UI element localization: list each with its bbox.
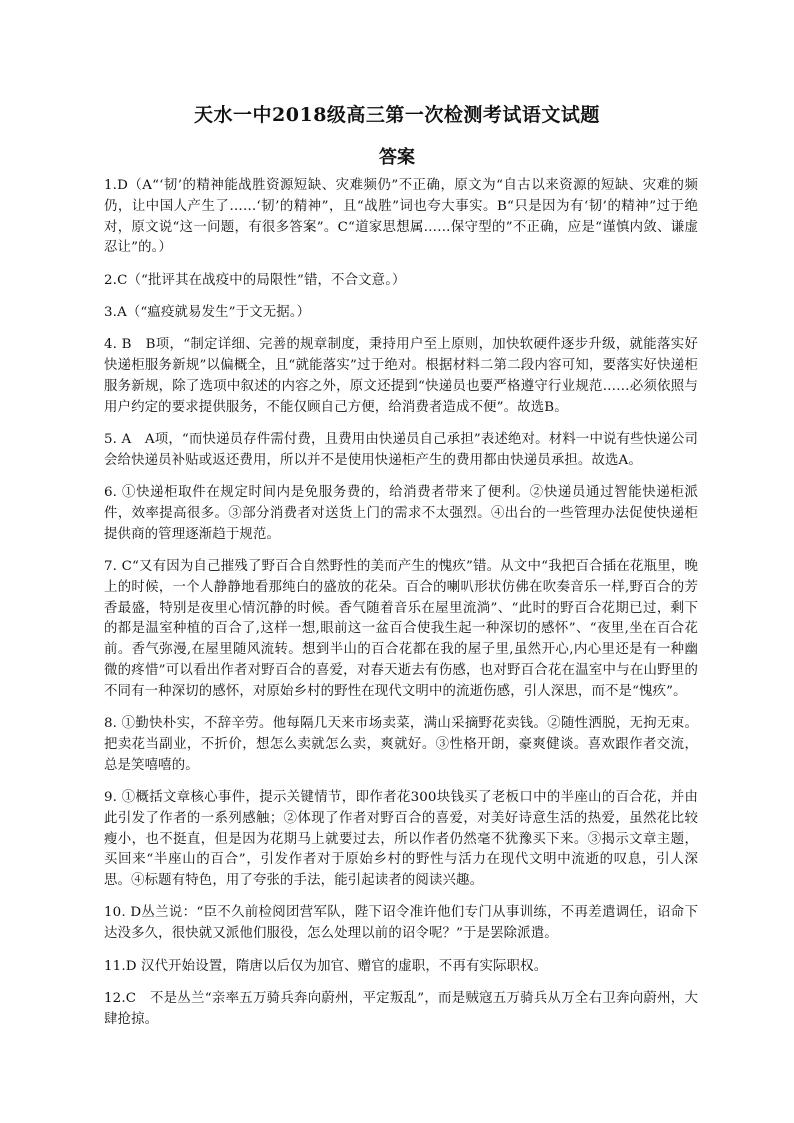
answer-item-8: 8. ①勤快朴实，不辞辛劳。他每隔几天来市场卖菜，满山采摘野花卖钱。②随性洒脱，无拘无束。把卖花当副业，不折价，想怎么卖就怎么卖，爽就好。③性格开朗，豪爽健谈。喜欢跟作者交流，总是笑嘻嘻的。: [104, 716, 698, 773]
answer-item-6: 6. ①快递柜取件在规定时间内是免服务费的，给消费者带来了便利。②快递员通过智能快递柜派件，效率提高很多。③部分消费者对送货上门的需求不太强烈。④出台的一些管理办法促使快递柜提供商的管理逐渐趋于规范。: [104, 485, 698, 542]
answer-item-9: 9. ①概括文章核心事件，提示关键情节，即作者花300块钱买了老板口中的半座山的百合花，并由此引发了作者的一系列感触；②体现了作者对野百合的喜爱，对美好诗意生活的热爱，虽然花比较瘦小，也不挺直，但是因为花期马上就要过去，所以作者仍然毫不犹豫买下来。③揭示文章主题，买回来“半座山的百合”，引发作者对于原始乡村的野性与活力在现代文明中流逝的叹息，引人深思。④标题有特色，用了夸张的手法，能引起读者的阅读兴趣。: [104, 789, 698, 889]
answer-item-5: 5. A A项，“而快递员存件需付费，且费用由快递员自己承担”表述绝对。材料一中说有些快递公司会给快递员补贴或返还费用，所以并不是使用快递柜产生的费用都由快递员承担。故选A。: [104, 431, 698, 468]
answer-item-2: 2.C（“批评其在战疫中的局限性”错，不合文意。）: [104, 272, 406, 288]
answer-item-4: 4. B B项，“制定详细、完善的规章制度，秉持用户至上原则，加快软硬件逐步升级，就能落实好快递柜服务新规”以偏概全，且“就能落实”过于绝对。根据材料二第二段内容可知，要落实好快递柜服务新规，除了选项中叙述的内容之外，原文还提到“快递员也要严格遵守行业规范……必须依照与用户约定的要求提供服务，不能仅顾自己方便，给消费者造成不便”。故选B。: [104, 337, 698, 415]
answer-item-11: 11.D 汉代开始设置，隋唐以后仅为加官、赠官的虚职，不再有实际职权。: [104, 958, 548, 974]
document-subtitle: 答案: [379, 147, 415, 168]
answers-list: [104, 176, 698, 1042]
answer-item-7: 7. C“又有因为自己摧残了野百合自然野性的美而产生的愧疚”错。从文中“我把百合插在花瓶里，晚上的时候，一个人静静地看那纯白的盛放的花朵。百合的喇叭形状仿佛在吹奏音乐一样,野百合的芳香最盛，特别是夜里心情沉静的时候。香气随着音乐在屋里流淌”、“此时的野百合花期已过，剩下的都是温室种植的百合了,这样一想,眼前这一盆百合使我生起一种深切的感怀”、“夜里,坐在百合花前。香气弥漫,在屋里随风流转。想到半山的百合花都在我的屋子里,虽然开心,内心里还是有一种幽微的疼惜”可以看出作者对野百合的喜爱，对春天逝去有伤感，也对野百合花在温室中与在山野里的不同有一种深切的感怀，对原始乡村的野性在现代文明中的流逝伤感，引人深思，而不是“愧疚”。: [104, 558, 698, 699]
answer-item-10: 10. D丛兰说：“臣不久前检阅团营军队，陛下诏令准许他们专门从事训练，不再差遣调任，诏命下达没多久，很快就又派他们服役，怎么处理以前的诏令呢？”于是罢除派遣。: [104, 905, 698, 942]
answer-item-12: 12.C 不是丛兰“亲率五万骑兵奔向蔚州，平定叛乱”，而是贼寇五万骑兵从万全右卫奔向蔚州，大肆抢掠。: [104, 990, 698, 1027]
answer-item-1: 1.D（A“‘韧’的精神能战胜资源短缺、灾难频仍”不正确，原文为“自古以来资源的短缺、灾难的频仍，让中国人产生了……‘韧’的精神”，且“战胜”词也夸大事实。B“只是因为有‘韧’的精神”过于绝对，原文说“这一问题，有很多答案”。C“道家思想属……保守型的”不正确，应是“谨慎内敛、谦虚忍让”的。）: [104, 178, 698, 256]
document-title: 天水一中2018级高三第一次检测考试语文试题: [194, 104, 600, 126]
answer-item-3: 3.A（“瘟疫就易发生”于文无据。）: [104, 304, 311, 320]
